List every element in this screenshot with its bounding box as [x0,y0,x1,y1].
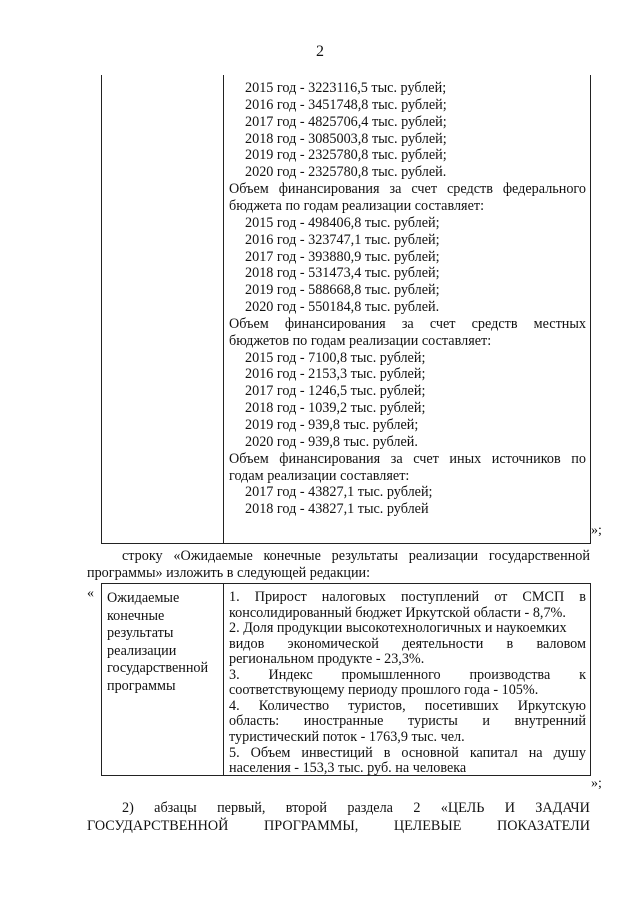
result-line-word: душу [553,744,586,761]
table1-left-border [101,75,102,544]
result-line: населения - 153,3 тыс. руб. на человека [229,760,467,777]
year-row: 2019 год - 588668,8 тыс. рублей; [245,282,440,299]
year-row: 2018 год - 531473,4 тыс. рублей; [245,265,440,282]
funding-heading-word: счет [411,181,438,198]
result-line-word: промышленного [341,666,441,683]
para2-line1 [122,800,590,816]
para1-line1-word: конечные [263,548,321,564]
result-line [229,745,586,761]
table2-column-divider [223,583,224,776]
year-row: 2016 год - 3451748,8 тыс. рублей; [245,96,447,113]
label-line: программы [107,678,176,694]
funding-heading-word: финансирования [284,315,386,332]
result-line-word: иностранные [303,713,384,730]
para2-line1-word: первый, [217,800,266,816]
result-line-word: посетивших [424,697,499,714]
result-line-word: экономической [287,635,379,652]
para2-line2-word: ГОСУДАРСТВЕННОЙ [87,818,229,834]
label-line: конечные [107,607,165,624]
result-line-word: 5. [229,744,240,761]
para2-line1-word: «ЦЕЛЬ [440,800,485,816]
para2-line2 [87,818,590,834]
funding-heading-cont: бюджетов по годам реализации составляет: [229,332,492,349]
funding-heading [229,451,586,467]
result-line [229,713,586,729]
year-row: 2017 год - 43827,1 тыс. рублей; [245,484,433,501]
result-line-word: поступлений [400,589,480,605]
result-line-word: капитал [469,744,518,761]
result-line-word: 1. [229,589,240,605]
year-row: 2018 год - 43827,1 тыс. рублей [245,501,429,518]
result-line-word: на [528,744,543,761]
table2-right-border [590,583,591,776]
result-line-word: туристов, [348,697,406,714]
result-line-word: к [579,666,586,683]
funding-heading-word: Объем [229,181,269,198]
funding-heading-word: средств [471,315,518,332]
year-row: 2020 год - 939,8 тыс. рублей. [245,433,418,450]
result-line-word: область: [229,713,280,730]
year-row: 2015 год - 7100,8 тыс. рублей; [245,349,426,366]
year-row: 2019 год - 939,8 тыс. рублей; [245,417,419,433]
para1-line1-word: результаты [331,548,399,564]
result-line-word: валовом [536,635,586,652]
year-row: 2016 год - 323747,1 тыс. рублей; [245,231,440,248]
result-line-word: от [494,589,508,605]
year-row: 2018 год - 1039,2 тыс. рублей; [245,400,426,417]
para1-line1-word: «Ожидаемые [173,548,253,564]
para2-line1-word: раздела [347,800,393,816]
funding-heading [229,181,586,197]
result-line-word: Прирост [254,589,307,605]
result-line-word: в [506,635,514,652]
para1-line1-word: строку [122,548,163,564]
year-row: 2018 год - 3085003,8 тыс. рублей; [245,130,447,147]
funding-heading-cont: годам реализации составляет: [229,467,410,484]
funding-heading-word: источников [491,450,561,467]
table1-closing: »; [591,523,602,538]
year-row: 2019 год - 2325780,8 тыс. рублей; [245,147,447,164]
year-row: 2020 год - 550184,8 тыс. рублей. [245,299,440,316]
result-line [229,589,586,605]
result-line: 2. Доля продукции высокотехнологичных и наукоемких [229,620,567,637]
result-line [229,667,586,683]
para2-line2-word: ПОКАЗАТЕЛИ [497,818,590,834]
year-row: 2015 год - 3223116,5 тыс. рублей; [245,80,447,96]
result-line-word: Иркутскую [517,697,586,714]
para2-line1-word: 2) [122,800,134,816]
table1-column-divider [223,75,224,544]
label-line: реализации [107,642,177,659]
funding-heading-word: финансирования [278,181,380,198]
funding-heading-word: федерального [502,181,586,198]
result-line-word: СМСП [522,589,565,605]
label-line: результаты [107,625,174,642]
year-row: 2017 год - 4825706,4 тыс. рублей; [245,113,447,130]
result-line-word: в [383,744,391,761]
result-line-word: Объем [250,744,291,761]
funding-heading-word: счет [429,315,456,332]
para1-line1-word: реализации [408,548,479,564]
year-row: 2016 год - 2153,3 тыс. рублей; [245,366,426,383]
result-line-word: инвестиций [301,744,373,761]
result-line-word: видов [229,635,265,652]
table2-open-quote: « [87,586,94,601]
para1-line1-word: государственной [488,548,590,564]
year-row: 2020 год - 2325780,8 тыс. рублей. [245,164,447,181]
result-line-word: в [579,589,586,605]
funding-heading-cont: бюджета по годам реализации составляет: [229,197,485,214]
funding-heading-word: местных [533,315,586,332]
funding-heading-word: иных [449,450,482,467]
para2-line1-word: 2 [413,800,421,816]
para1-line2: программы» изложить в следующей редакции: [87,565,371,581]
page-number: 2 [316,43,324,60]
para1-line1 [122,548,590,564]
result-line: региональном продукте - 23,3%. [229,651,425,668]
para2-line1-word: ЗАДАЧИ [535,800,590,816]
result-line-word: и [482,713,490,730]
result-line [229,636,586,652]
result-line-word: Индекс [268,666,313,683]
para2-line1-word: абзацы [154,800,197,816]
result-line: консолидированный бюджет Иркутской области - 8,7%. [229,604,566,621]
para2-line1-word: второй [285,800,327,816]
funding-heading-word: Объем [229,450,269,467]
result-line-word: внутренний [514,713,586,730]
funding-heading-word: средств [446,181,493,198]
table2-closing: »; [591,776,602,791]
year-row: 2017 год - 1246,5 тыс. рублей; [245,383,426,400]
result-line-word: основной [401,744,459,761]
label-line: Ожидаемые [107,590,180,606]
funding-heading-word: за [389,181,402,198]
table1-bottom-border [101,543,591,544]
result-line-word: деятельности [402,635,484,652]
year-row: 2017 год - 393880,9 тыс. рублей; [245,248,440,265]
result-line-word: производства [469,666,551,683]
result-line [229,698,586,714]
result-line-word: туристы [408,713,458,730]
result-line-word: Количество [258,697,330,714]
funding-heading-word: по [571,450,586,467]
table2-top-border [101,583,591,584]
result-line: соответствующему периоду прошлого года - 105%. [229,682,539,699]
funding-heading-word: за [401,315,414,332]
funding-heading-word: за [390,450,403,467]
result-line-word: 4. [229,697,240,714]
year-row: 2015 год - 498406,8 тыс. рублей; [245,214,440,231]
result-line-word: налоговых [321,589,386,605]
funding-heading-word: счет [413,450,439,467]
funding-heading-word: Объем [229,315,269,332]
result-line: туристический поток - 1763,9 тыс. чел. [229,728,465,745]
para2-line2-word: ПРОГРАММЫ, [264,818,359,834]
para2-line2-word: ЦЕЛЕВЫЕ [393,818,462,834]
funding-heading [229,316,586,332]
table1-right-border [590,75,591,544]
para2-line1-word: И [504,800,515,816]
funding-heading-word: финансирования [279,450,381,467]
label-line: государственной [107,660,209,677]
table2-left-border [101,583,102,776]
result-line-word: 3. [229,666,240,683]
